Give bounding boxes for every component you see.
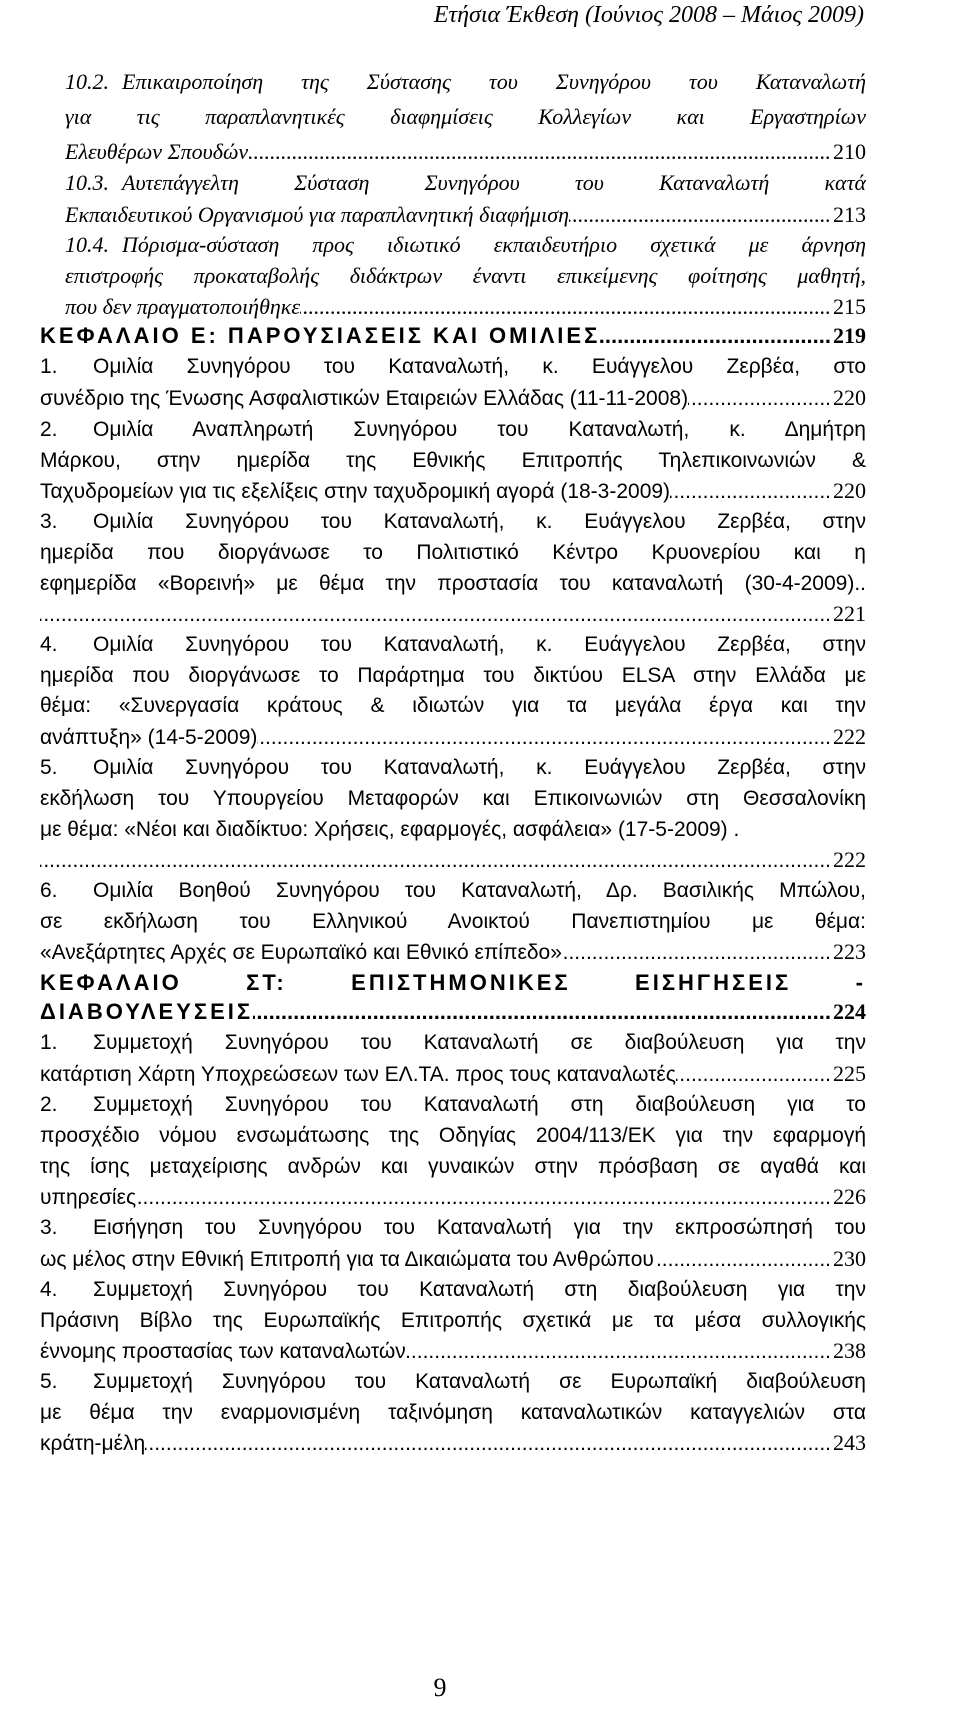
toc-entry-text: που δεν πραγματοποιήθηκε	[65, 294, 301, 319]
toc-line: Μάρκου, στην ημερίδα της Εθνικής Επιτροπής Τηλεπικοινωνιών &	[40, 449, 866, 472]
leader-dots	[40, 845, 831, 875]
toc-entry-text: Πόρισμα-σύσταση προς ιδιωτικό εκπαιδευτήριο σχετικά με άρνηση	[122, 232, 866, 257]
toc-entry-number: 10.4.	[65, 232, 109, 257]
toc-entry-text: Ομιλία Βοηθού Συνηγόρου του Καταναλωτή, Δρ. Βασιλικής Μπώλου,	[93, 879, 866, 902]
toc-entry-number: 3.	[40, 1216, 58, 1239]
toc-entry-text: Ομιλία Συνηγόρου του Καταναλωτή, κ. Ευάγγελου Ζερβέα, στο	[93, 355, 866, 378]
chapter-heading: ΚΕΦΑΛΑΙΟ ΣΤ: ΕΠΙΣΤΗΜΟΝΙΚΕΣ ΕΙΣΗΓΗΣΕΙΣ -	[40, 970, 866, 995]
toc-line: σε εκδήλωση του Ελληνικού Ανοικτού Πανεπιστημίου με θέμα:	[40, 910, 866, 933]
toc-entry-number: 2.	[40, 1093, 58, 1116]
chapter-title: ΔΙΑΒΟΥΛΕΥΣΕΙΣ	[40, 999, 254, 1024]
toc-entry-number: 1.	[40, 1031, 58, 1054]
leader-dots	[145, 1428, 831, 1458]
toc-entry-text: Επικαιροποίηση της Σύστασης του Συνηγόρου του Καταναλωτή	[122, 69, 866, 94]
toc-entry-text: ως μέλος στην Εθνική Επιτροπή για τα Δικαιώματα του Ανθρώπου	[40, 1248, 654, 1271]
chapter-heading	[40, 320, 866, 351]
toc-line	[40, 506, 866, 537]
toc-page-number: 223	[833, 939, 866, 964]
toc-entry-number: 5.	[40, 1370, 58, 1393]
leader-dots	[136, 1182, 831, 1212]
page-number: 9	[433, 1673, 447, 1702]
toc-line	[40, 1366, 866, 1397]
toc-line	[40, 875, 866, 906]
toc-entry-text: Εκπαιδευτικού Οργανισμού για παραπλανητική διαφήμιση	[65, 202, 569, 227]
toc-page-number: 222	[833, 847, 866, 872]
toc-entry-text: συνέδριο της Ένωσης Ασφαλιστικών Εταιρειών Ελλάδας (11-11-2008)	[40, 387, 689, 410]
toc-line: εκδήλωση του Υπουργείου Μεταφορών και Επικοινωνιών στη Θεσσαλονίκη	[40, 787, 866, 810]
toc-page-number: 225	[833, 1061, 866, 1086]
toc-line	[40, 844, 866, 875]
leader-dots	[562, 937, 831, 967]
toc-entry-number: 10.2.	[65, 69, 109, 94]
toc-page-number: 226	[833, 1184, 866, 1209]
running-header: Ετήσια Έκθεση (Ιούνιος 2008 – Μάιος 2009)	[433, 2, 864, 28]
leader-dots	[670, 476, 831, 506]
leader-dots	[569, 199, 831, 230]
toc-line	[40, 1181, 866, 1212]
toc-page-number: 221	[833, 601, 866, 626]
toc-entry-text: Συμμετοχή Συνηγόρου του Καταναλωτή σε Ευρωπαϊκή διαβούλευση	[93, 1370, 866, 1393]
toc-line: ημερίδα που διοργάνωσε το Παράρτημα του δικτύου ELSA στην Ελλάδα με	[40, 664, 866, 687]
toc-entry-text: Ελευθέρων Σπουδών	[65, 139, 249, 164]
toc-line	[40, 475, 866, 506]
toc-entry-text: ανάπτυξη» (14-5-2009)	[40, 726, 258, 749]
toc-line	[40, 1089, 866, 1120]
toc-page-number: 220	[833, 385, 866, 410]
toc-entry-text: Ομιλία Συνηγόρου του Καταναλωτή, κ. Ευάγγελου Ζερβέα, στην	[93, 510, 866, 533]
toc-page-number: 220	[833, 478, 866, 503]
toc-entry-text: υπηρεσίες	[40, 1186, 137, 1209]
toc-entry-text: Ομιλία Συνηγόρου του Καταναλωτή, κ. Ευάγγελου Ζερβέα, στην	[93, 756, 866, 779]
toc-line	[40, 414, 866, 445]
leader-dots	[406, 1336, 831, 1366]
toc-line: προσχέδιο νόμου ενσωμάτωσης της Οδηγίας 2004/113/ΕΚ για την εφαρμογή	[40, 1124, 866, 1147]
toc-line	[40, 1335, 866, 1366]
toc-line: για τις παραπλανητικές διαφημίσεις Κολλεγίων και Εργαστηρίων	[65, 104, 866, 129]
toc-line	[40, 598, 866, 629]
chapter-heading	[40, 996, 866, 1027]
leader-dots	[257, 722, 831, 752]
toc-line	[40, 351, 866, 382]
toc-line	[40, 721, 866, 752]
toc-page-number: 243	[833, 1430, 866, 1455]
toc-line	[65, 136, 866, 167]
toc-entry-text: έννομης προστασίας των καταναλωτών	[40, 1340, 406, 1363]
toc-page-number: 215	[833, 294, 866, 319]
toc-line: επιστροφής προκαταβολής διδάκτρων έναντι επικείμενης φοίτησης μαθητή,	[65, 263, 866, 288]
toc-line: με θέμα: «Νέοι και διαδίκτυο: Χρήσεις, εφαρμογές, ασφάλεια» (17-5-2009) .	[40, 818, 740, 841]
toc-line: ημερίδα που διοργάνωσε το Πολιτιστικό Κέντρο Κρυονερίου και η	[40, 541, 866, 564]
toc-entry-text: Ομιλία Αναπληρωτή Συνηγόρου του Καταναλωτή, κ. Δημήτρη	[93, 418, 866, 441]
toc-entry-text: Αυτεπάγγελτη Σύσταση Συνηγόρου του Καταναλωτή κατά	[122, 170, 866, 195]
toc-entry-number: 6.	[40, 879, 58, 902]
toc-line	[65, 199, 866, 230]
toc-page-number: 230	[833, 1246, 866, 1271]
toc-entry-number: 3.	[40, 510, 58, 533]
toc-entry-text: κατάρτιση Χάρτη Υποχρεώσεων των ΕΛ.ΤΑ. προς τους καταναλωτές	[40, 1063, 676, 1086]
toc-page-number: 219	[833, 323, 866, 348]
leader-dots	[654, 1244, 831, 1274]
toc-entry-number: 4.	[40, 1278, 58, 1301]
toc-entry-text: Συμμετοχή Συνηγόρου του Καταναλωτή στη διαβούλευση για την	[93, 1278, 866, 1301]
leader-dots	[248, 136, 831, 167]
leader-dots	[40, 599, 831, 629]
toc-page-number: 213	[833, 202, 866, 227]
toc-line	[40, 1027, 866, 1058]
toc-line	[40, 1427, 866, 1458]
leader-dots	[676, 1059, 831, 1089]
leader-dots	[253, 996, 831, 1027]
toc-line	[65, 291, 866, 322]
toc-entry-text: «Ανεξάρτητες Αρχές σε Ευρωπαϊκό και Εθνικό επίπεδο»	[40, 941, 562, 964]
toc-line	[65, 229, 866, 260]
toc-entry-text: κράτη-μέλη	[40, 1432, 146, 1455]
toc-line	[40, 936, 866, 967]
toc-line	[40, 1243, 866, 1274]
toc-entry-number: 2.	[40, 418, 58, 441]
toc-line	[40, 1212, 866, 1243]
toc-entry-number: 1.	[40, 355, 58, 378]
toc-page-number: 238	[833, 1338, 866, 1363]
toc-line	[40, 752, 866, 783]
leader-dots	[300, 291, 831, 322]
toc-entry-text: Συμμετοχή Συνηγόρου του Καταναλωτή στη διαβούλευση για το	[93, 1093, 866, 1116]
toc-entry-text: Εισήγηση του Συνηγόρου του Καταναλωτή για την εκπροσώπησή του	[93, 1216, 866, 1239]
toc-entry-text: Ταχυδρομείων για τις εξελίξεις στην ταχυδρομική αγορά (18-3-2009)	[40, 480, 671, 503]
toc-entry-text: Ομιλία Συνηγόρου του Καταναλωτή, κ. Ευάγγελου Ζερβέα, στην	[93, 633, 866, 656]
toc-entry-number: 5.	[40, 756, 58, 779]
toc-line	[40, 1274, 866, 1305]
toc-line: θέμα: «Συνεργασία κράτους & ιδιωτών για τα μεγάλα έργα και την	[40, 694, 866, 717]
toc-line	[40, 629, 866, 660]
leader-dots	[600, 320, 831, 351]
toc-line	[40, 382, 866, 413]
toc-entry-number: 10.3.	[65, 170, 109, 195]
toc-line	[65, 66, 866, 97]
toc-page-number: 222	[833, 724, 866, 749]
toc-line: της ίσης μεταχείρισης ανδρών και γυναικών στην πρόσβαση σε αγαθά και	[40, 1155, 866, 1178]
toc-page-number: 224	[833, 999, 866, 1024]
toc-entry-text: Συμμετοχή Συνηγόρου του Καταναλωτή σε διαβούλευση για την	[93, 1031, 866, 1054]
toc-line: με θέμα την εναρμονισμένη ταξινόμηση καταναλωτικών καταγγελιών στα	[40, 1401, 866, 1424]
toc-line: Πράσινη Βίβλο της Ευρωπαϊκής Επιτροπής σχετικά με τα μέσα συλλογικής	[40, 1309, 866, 1332]
toc-line: εφημερίδα «Βορεινή» με θέμα την προστασία του καταναλωτή (30-4-2009)..	[40, 572, 866, 595]
toc-page-number: 210	[833, 139, 866, 164]
toc-entry-number: 4.	[40, 633, 58, 656]
toc-line	[40, 1058, 866, 1089]
chapter-title: ΚΕΦΑΛΑΙΟ Ε: ΠΑΡΟΥΣΙΑΣΕΙΣ ΚΑΙ ΟΜΙΛΙΕΣ	[40, 323, 601, 348]
toc-line	[65, 167, 866, 198]
leader-dots	[688, 383, 831, 413]
